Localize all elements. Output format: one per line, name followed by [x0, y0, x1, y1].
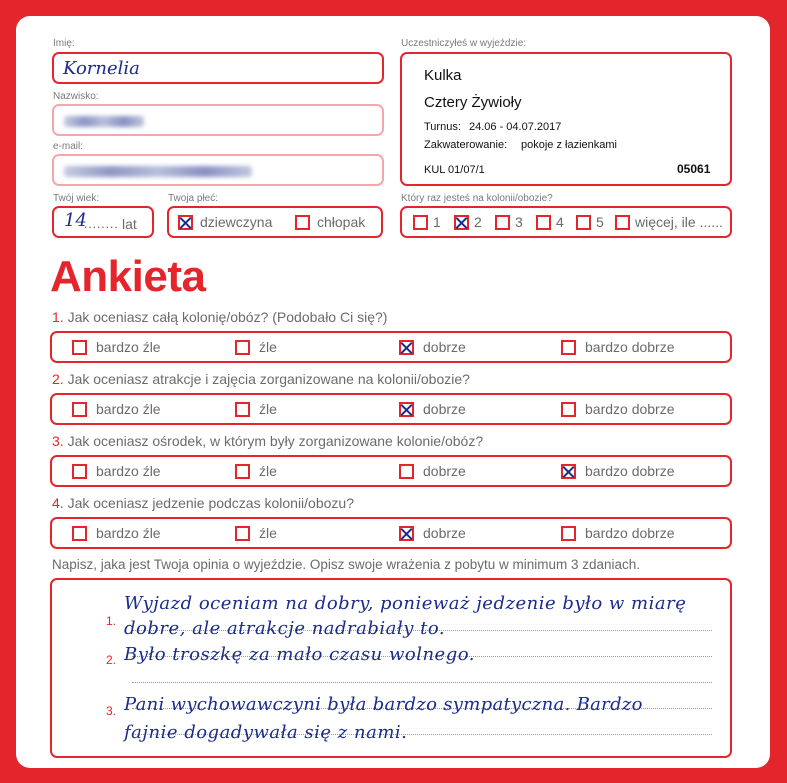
q2-option-bardzo-zle: bardzo źle [96, 401, 161, 417]
q1-checkbox-dobrze[interactable] [399, 340, 414, 355]
imie-field[interactable] [52, 52, 384, 84]
q4-option-dobrze: dobrze [423, 525, 466, 541]
opinion-num-1: 1. [106, 614, 117, 628]
q4-checkbox-dobrze[interactable] [399, 526, 414, 541]
answers-q4 [50, 517, 732, 549]
redacted-email [64, 166, 252, 177]
ruled-line [132, 682, 712, 683]
visit-checkbox-1[interactable] [413, 215, 428, 230]
turnus-value: 24.06 - 04.07.2017 [469, 121, 562, 133]
q3-checkbox-bardzo-dobrze[interactable] [561, 464, 576, 479]
q4-checkbox-zle[interactable] [235, 526, 250, 541]
q2-option-bardzo-dobrze: bardzo dobrze [585, 401, 675, 417]
q3-option-zle: źle [259, 463, 277, 479]
nazwisko-label: Nazwisko: [53, 91, 99, 102]
visit-checkbox-5[interactable] [576, 215, 591, 230]
visit-option-3: 3 [515, 214, 523, 230]
q3-checkbox-bardzo-zle[interactable] [72, 464, 87, 479]
zakwaterowanie-value: pokoje z łazienkami [521, 139, 617, 151]
visit-checkbox-2[interactable] [454, 215, 469, 230]
trip-program: Cztery Żywioły [424, 94, 522, 111]
wiek-value: 14 [64, 210, 87, 231]
email-label: e-mail: [53, 141, 84, 152]
opinion-line-2: dobre, ale atrakcje nadrabiały to. [124, 618, 446, 639]
trip-label: Uczestniczyłeś w wyjeździe: [401, 38, 527, 49]
trip-number: 05061 [677, 162, 711, 176]
q4-checkbox-bardzo-dobrze[interactable] [561, 526, 576, 541]
opinion-box[interactable] [50, 578, 732, 758]
turnus-label: Turnus: [424, 121, 461, 133]
q3-option-bardzo-dobrze: bardzo dobrze [585, 463, 675, 479]
question-3: 3. Jak oceniasz ośrodek, w którym były zorganizowane kolonie/obóz? [52, 433, 484, 449]
visit-option-4: 4 [556, 214, 564, 230]
q1-option-bardzo-zle: bardzo źle [96, 339, 161, 355]
visit-field [400, 206, 732, 238]
q1-checkbox-zle[interactable] [235, 340, 250, 355]
wiek-dots: ........ [84, 217, 119, 231]
plec-label: Twoja płeć: [168, 193, 219, 204]
opinion-line-3: Było troszkę za mało czasu wolnego. [124, 644, 475, 665]
q2-checkbox-zle[interactable] [235, 402, 250, 417]
survey-title: Ankieta [50, 252, 206, 301]
q1-checkbox-bardzo-dobrze[interactable] [561, 340, 576, 355]
plec-checkbox-dziewczyna[interactable] [178, 215, 193, 230]
plec-checkbox-chlopak[interactable] [295, 215, 310, 230]
question-2: 2. Jak oceniasz atrakcje i zajęcia zorganizowane na kolonii/obozie? [52, 371, 470, 387]
imie-value: Kornelia [63, 58, 140, 79]
zakwaterowanie-label: Zakwaterowanie: [424, 139, 508, 151]
q4-checkbox-bardzo-zle[interactable] [72, 526, 87, 541]
survey-sheet [16, 16, 770, 768]
plec-option-dziewczyna: dziewczyna [200, 214, 273, 230]
nazwisko-field[interactable] [52, 104, 384, 136]
visit-option-1: 1 [433, 214, 441, 230]
q2-option-dobrze: dobrze [423, 401, 466, 417]
opinion-line-1: Wyjazd oceniam na dobry, ponieważ jedzenie było w miarę [124, 593, 687, 614]
visit-option-5: 5 [596, 214, 604, 230]
opinion-line-5: fajnie dogadywała się z nami. [124, 722, 408, 743]
visit-checkbox-wiecej[interactable] [615, 215, 630, 230]
answers-q1 [50, 331, 732, 363]
q3-option-bardzo-zle: bardzo źle [96, 463, 161, 479]
imie-label: Imię: [53, 38, 75, 49]
answers-q3 [50, 455, 732, 487]
plec-field [167, 206, 383, 238]
wiek-field[interactable] [52, 206, 154, 238]
question-1: 1. Jak oceniasz całą kolonię/obóz? (Podobało Ci się?) [52, 309, 388, 325]
q3-option-dobrze: dobrze [423, 463, 466, 479]
opinion-num-3: 3. [106, 704, 117, 718]
q2-checkbox-bardzo-dobrze[interactable] [561, 402, 576, 417]
plec-option-chlopak: chłopak [317, 214, 366, 230]
q3-checkbox-zle[interactable] [235, 464, 250, 479]
q1-option-zle: źle [259, 339, 277, 355]
visit-checkbox-3[interactable] [495, 215, 510, 230]
q2-checkbox-bardzo-zle[interactable] [72, 402, 87, 417]
q2-checkbox-dobrze[interactable] [399, 402, 414, 417]
visit-option-wiecej: więcej, ile ...... [635, 214, 723, 230]
q1-option-bardzo-dobrze: bardzo dobrze [585, 339, 675, 355]
answers-q2 [50, 393, 732, 425]
q3-checkbox-dobrze[interactable] [399, 464, 414, 479]
question-4: 4. Jak oceniasz jedzenie podczas kolonii/obozu? [52, 495, 354, 511]
q4-option-bardzo-dobrze: bardzo dobrze [585, 525, 675, 541]
opinion-line-4: Pani wychowawczyni była bardzo sympatyczna. Bardzo [124, 694, 643, 715]
opinion-prompt: Napisz, jaka jest Twoja opinia o wyjeździe. Opisz swoje wrażenia z pobytu w minimum 3 zdaniach. [52, 557, 641, 572]
visit-label: Który raz jesteś na kolonii/obozie? [401, 193, 553, 204]
wiek-unit: lat [122, 216, 137, 232]
visit-option-2: 2 [474, 214, 482, 230]
q2-option-zle: źle [259, 401, 277, 417]
q4-option-zle: źle [259, 525, 277, 541]
redacted-nazwisko [64, 116, 144, 127]
q1-checkbox-bardzo-zle[interactable] [72, 340, 87, 355]
visit-checkbox-4[interactable] [536, 215, 551, 230]
trip-card [400, 52, 732, 186]
email-field[interactable] [52, 154, 384, 186]
q1-option-dobrze: dobrze [423, 339, 466, 355]
q4-option-bardzo-zle: bardzo źle [96, 525, 161, 541]
trip-code: KUL 01/07/1 [424, 164, 485, 176]
opinion-num-2: 2. [106, 653, 117, 667]
wiek-label: Twój wiek: [53, 193, 100, 204]
trip-name: Kulka [424, 67, 462, 84]
